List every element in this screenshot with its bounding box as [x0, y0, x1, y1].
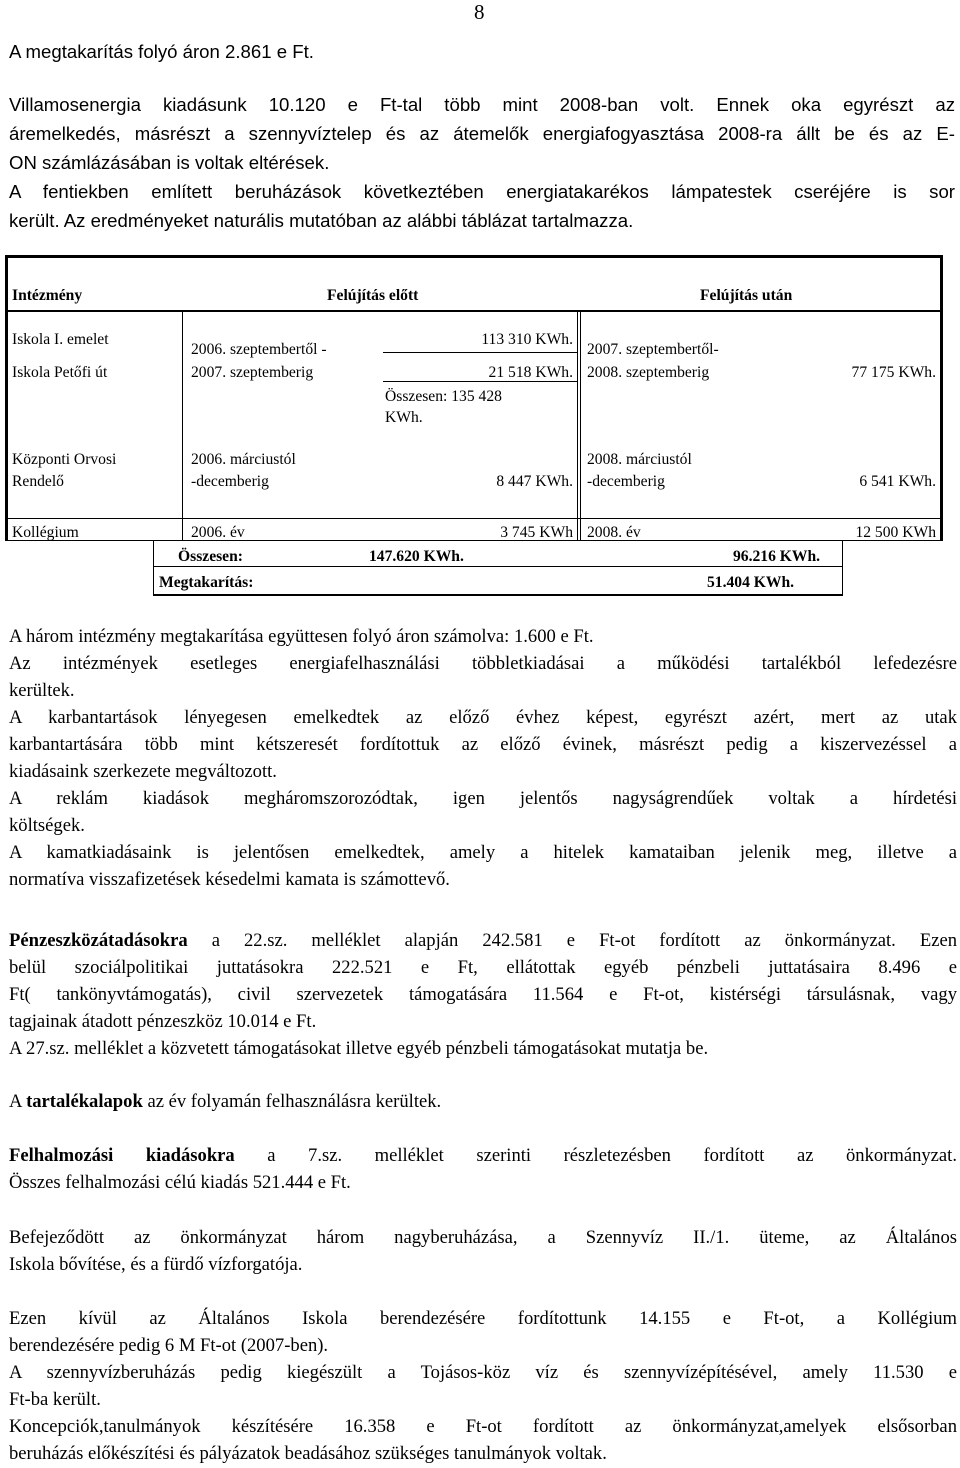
paragraph-savings	[9, 623, 957, 893]
iskola-name-2: Iskola Petőfi út	[12, 364, 108, 381]
text-fragment: a 22.sz. melléklet alapján 242.581 e Ft-ot fordított az önkormányzat. Ezen	[187, 930, 957, 951]
text-line: költségek.	[9, 815, 85, 836]
table-border-left	[5, 255, 8, 541]
text-line: Ezen kívül az Általános Iskola berendezésére fordítottunk 14.155 e Ft-ot, a Kollégium	[9, 1308, 957, 1329]
kollegium-after-value: 12 500 KWh	[855, 524, 936, 541]
total-after: 96.216 KWh.	[733, 548, 821, 565]
text-line: tagjainak átadott pénzeszköz 10.014 e Ft.	[9, 1011, 317, 1032]
table-row-line	[383, 352, 578, 353]
rendelo-name-1: Központi Orvosi	[12, 451, 117, 468]
iskola-name-1: Iskola I. emelet	[12, 331, 109, 348]
text-line: Iskola bővítése, és a fürdő vízforgatója.	[9, 1254, 303, 1275]
villamos-paragraph	[9, 90, 955, 235]
intro-text: A megtakarítás folyó áron 2.861 e Ft.	[9, 41, 314, 62]
bold-term: tartalékalapok	[26, 1091, 143, 1112]
text-line: beruházás előkészítési és pályázatok beadásához szükséges tanulmányok voltak.	[9, 1443, 607, 1464]
rendelo-period-before-2: -decemberig	[191, 473, 269, 490]
text-fragment: az év folyamán felhasználásra kerültek.	[142, 1091, 442, 1112]
table-border-top	[5, 255, 943, 258]
text-line	[9, 1142, 957, 1169]
text-line: Koncepciók,tanulmányok készítésére 16.358 e Ft-ot fordított az önkormányzat,amelyek elsősorban	[9, 1416, 957, 1437]
text-line: Az intézmények esetleges energiafelhasználási többletkiadásai a működési tartalékból lefedezésre	[9, 653, 957, 674]
table-saving-bottom	[153, 594, 843, 596]
iskola-period-before-2: 2007. szeptemberig	[191, 364, 314, 381]
iskola-period-after-2: 2008. szeptemberig	[587, 364, 710, 381]
table-col-line	[577, 311, 578, 541]
kollegium-after-period: 2008. év	[587, 524, 641, 541]
header-after: Felújítás után	[700, 287, 793, 304]
text-line: A kamatkiadásaink is jelentősen emelkedtek, amely a hitelek kamataiban jelenik meg, illetve a	[9, 842, 957, 863]
text-line: Befejeződött az önkormányzat három nagyberuházása, a Szennyvíz II./1. üteme, az Általános	[9, 1227, 957, 1248]
rendelo-before-value: 8 447 KWh.	[496, 473, 573, 490]
text-line: A szennyvízberuházás pedig kiegészült a Tojásos-köz víz és szennyvízépítésével, amely 11.530 e	[9, 1362, 957, 1383]
text-line: áremelkedés, másrészt a szennyvíztelep és az átemelők energiafogyasztása 2008-ra állt be és az E-	[9, 123, 955, 144]
text-line: Összes felhalmozási célú kiadás 521.444 e Ft.	[9, 1172, 351, 1193]
total-label: Összesen:	[178, 548, 243, 565]
rendelo-period-after-1: 2008. márciustól	[587, 451, 692, 468]
text-line: ON számlázásában is voltak eltérések.	[9, 152, 330, 173]
paragraph-transfers	[9, 927, 957, 1062]
table-total-left	[153, 540, 154, 596]
page-number: 8	[474, 0, 485, 24]
text-line: Ft-ba került.	[9, 1389, 101, 1410]
text-line	[9, 1088, 957, 1115]
table-col-line	[580, 311, 581, 541]
bold-term: Felhalmozási kiadásokra	[9, 1145, 235, 1166]
rendelo-period-after-2: -decemberig	[587, 473, 665, 490]
text-line: A 27.sz. melléklet a közvetett támogatásokat illetve egyéb pénzbeli támogatásokat mutatja be.	[9, 1038, 709, 1059]
iskola-period-after-1: 2007. szeptembertől-	[587, 341, 719, 358]
text-line: A karbantartások lényegesen emelkedtek az előző évhez képest, egyrészt azért, mert az utak	[9, 707, 957, 728]
header-before: Felújítás előtt	[327, 287, 419, 304]
saving-label: Megtakarítás:	[159, 574, 254, 591]
paragraph-investments	[9, 1224, 957, 1278]
rendelo-period-before-1: 2006. márciustól	[191, 451, 296, 468]
iskola-sum-1: Összesen: 135 428	[385, 388, 502, 405]
text-line: került. Az eredményeket naturális mutatóban az alábbi táblázat tartalmazza.	[9, 210, 634, 231]
text-line: Villamosenergia kiadásunk 10.120 e Ft-tal több mint 2008-ban volt. Ennek oka egyrészt az	[9, 94, 955, 115]
kollegium-before-period: 2006. év	[191, 524, 245, 541]
total-before: 147.620 KWh.	[369, 548, 464, 565]
rendelo-after-value: 6 541 KWh.	[859, 473, 936, 490]
text-line: belül szociálpolitikai juttatásokra 222.521 e Ft, ellátottak egyéb pénzbeli juttatásaira 8.496 e	[9, 957, 957, 978]
table-total-right	[842, 540, 843, 596]
text-line: Ft( tankönyvtámogatás), civil szervezetek támogatására 11.564 e Ft-ot, kistérségi társulásnak, vagy	[9, 984, 957, 1005]
text-line: normatíva visszafizetések késedelmi kamata is számottevő.	[9, 869, 450, 890]
text-line	[9, 927, 957, 954]
table-col-line	[182, 311, 183, 541]
iskola-period-before-1: 2006. szeptembertől -	[191, 341, 327, 358]
table-total-bottom	[153, 566, 843, 567]
text-line: kiadásaink szerkezete megváltozott.	[9, 761, 277, 782]
text-line: A három intézmény megtakarítása együttesen folyó áron számolva: 1.600 e Ft.	[9, 626, 594, 647]
text-line: A fentiekben említett beruházások következtében energiatakarékos lámpatestek cseréjére is sor	[9, 181, 955, 202]
kollegium-name: Kollégium	[12, 524, 79, 541]
iskola-value-2: 21 518 KWh.	[488, 364, 573, 381]
bold-term: Pénzeszközátadásokra	[9, 930, 188, 951]
text-fragment: a 7.sz. melléklet szerinti részletezésben fordított az önkormányzat.	[234, 1145, 957, 1166]
energy-table	[5, 255, 943, 596]
text-line: A reklám kiadások megháromszorozódtak, igen jelentős nagyságrendűek voltak a hírdetési	[9, 788, 957, 809]
text-line: berendezésére pedig 6 M Ft-ot (2007-ben).	[9, 1335, 329, 1356]
text-line: karbantartására több mint kétszeresét fordítottuk az előző évinek, másrészt pedig a kiszervezéssel a	[9, 734, 957, 755]
table-border-right	[940, 255, 943, 541]
header-institution: Intézmény	[12, 287, 83, 304]
paragraph-capital	[9, 1142, 957, 1196]
iskola-value-1: 113 310 KWh.	[481, 331, 573, 348]
paragraph-equipment	[9, 1305, 957, 1467]
iskola-sum-2: KWh.	[385, 409, 423, 426]
text-line: kerültek.	[9, 680, 75, 701]
table-kollegium-top	[5, 518, 943, 519]
text-fragment: A	[9, 1091, 27, 1112]
iskola-after-value: 77 175 KWh.	[851, 364, 936, 381]
saving-value: 51.404 KWh.	[707, 574, 795, 591]
kollegium-before-value: 3 745 KWh	[500, 524, 573, 541]
paragraph-reserves	[9, 1088, 957, 1115]
rendelo-name-2: Rendelő	[12, 473, 64, 490]
table-header-divider	[5, 310, 943, 312]
